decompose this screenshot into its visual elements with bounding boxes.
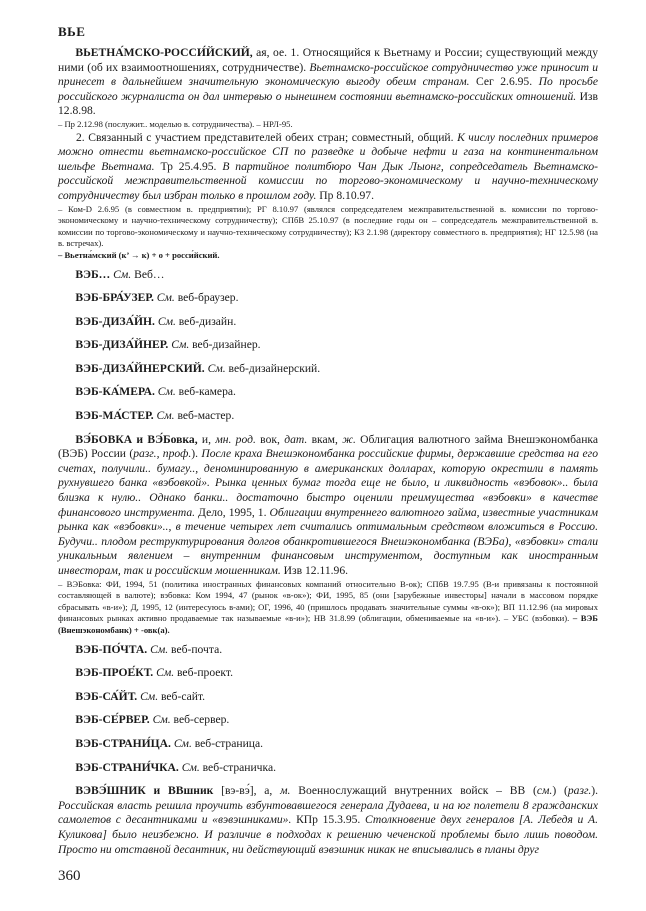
example: К числу последних примеров можно отнести вьетнамско-российское СП по разведке и добыче нефти и газа на континентальном шельфе Вьетнама.	[58, 130, 598, 173]
page-number: 360	[58, 868, 81, 884]
entry-sense-2: 2. Связанный с участием представителей обеих стран; совместный, общий. К числу последних примеров можно отнести вьетнамско-российское СП по разведке и добыче нефти и газа на континентальном шельфе Вьетнама. Тр 25.4.95. В партийное политбюро Чан Дык Лыонг, сопредседатель Вьетнамско-российской межправительственной комиссии по торгово-экономическому и научно-техническому сотрудничеству был избран только в прошлом году. Пр 8.10.97.	[58, 130, 598, 202]
running-head: ВЬЕ	[58, 24, 86, 39]
cross-reference: ВЭБ-ДИЗА́ЙН. См. веб-дизайн.	[75, 314, 237, 328]
source: Изв 12.8.98.	[58, 89, 598, 118]
headword: ВЭ́БОВКА и ВЭ́Бовка,	[75, 432, 198, 446]
entry-body: ВЭ́БОВКА и ВЭ́Бовка, и, мн. род. вок, дат. вкам, ж. Облигация валютного займа Внешэкономбанка (ВЭБ) России (разг., проф.). После краха Внешэкономбанка российские фирмы, державшие средства на его счетах, получили.. бумагу.., деноминированную в американских долларах, которую окрестили в память рухнувшего банка «вэбовкой». Рынка ценных бумаг тогда еще не было, и ликвидность «вэбовок».. была близка к нулю.. Однако банки.. достаточно быстро оценили преимущества «вэбовки» в качестве финансового инструмента. Дело, 1995, 1. Облигации внутреннего валютного займа, известные участникам рынка как «вэбовки».., в течение четырех лет считались оптимальным средством вложиться в Россию. Будучи.. плодом реструктурирования долгов обанкротившегося Внешэкономбанка (ВЭБа), «вэбовки» стали уникальным явлением – внутренним финансовым инструментом, доступным как иностранным инвесторам, так и российским мошенникам. Изв 12.11.96.	[58, 432, 599, 577]
example: Столкновение двух генералов [А. Лебедя и А. Куликова] было неизбежно. И различие в подходах к решению чеченской проблемы было лишь поводом. Просто ни отставной десантник, ни действующий вэвэшник никак не вписывались в планы друг	[58, 813, 598, 856]
source: Тр 25.4.95.	[154, 159, 223, 173]
headword: ВЭВЭ́ШНИК и ВВшник	[75, 784, 214, 798]
source: КПр 15.3.95.	[291, 813, 365, 827]
source: Изв 12.11.96.	[280, 564, 349, 577]
cross-reference: ВЭБ-ДИЗА́ЙНЕРСКИЙ. См. веб-дизайнерский.	[75, 361, 321, 375]
source: Дело, 1995, 1.	[195, 505, 270, 519]
entry-vietnamsko-rossiyskiy	[58, 46, 598, 262]
citation-note: – ВЭБовка: ФИ, 1994, 51 (политика иностранных финансовых компаний относительно В-ок); СПбВ 19.7.95 (В-и привязаны к постоянной составляющей в валюте); вэбовка: Ком 1994, 47 (рынок «в-ок»); ФИ, 1995, 85 (они [зарубежные инвесторы] начали в массовом порядке сбрасывать «в-и»); Д, 1995, 12 (интересуюсь в-ами); ОГ, 1996, 40 (пришлось продавать значительные суммы «в-ок»); ВП 11.12.96 (на мировых финансовых рынках активно продаваемые так называемые «в-и»); НВ 31.8.99 (облигации, обмениваемые на «в-и»). – УБС (вэбовки). – ВЭБ (Внешэкономбанк) + -овк(а).	[58, 578, 598, 635]
entry-sense-1: ВЬЕТНА́МСКО-РОССИ́ЙСКИЙ, ая, ое. 1. Относящийся к Вьетнаму и России; существующий между ними (об их взаимоотношениях, сотрудничестве). Вьетнамско-российское сотрудничество уже приносит и принесет в дальнейшем значительную экономическую выгоду обеим странам. Сег 2.6.95. По просьбе российского журналиста он дал интервью о нынешнем состоянии вьетнамско-российских отношений. Изв 12.8.98.	[58, 46, 599, 118]
entry-body: ВЭВЭ́ШНИК и ВВшник [вэ-вэ́], а, м. Военнослужащий внутренних войск – ВВ (см.) (разг.). Российская власть решила проучить взбунтовавшегося генерала Дудаева, и на юг полетели 8 гражданских самолетов с десантниками и «вэвэшниками». КПр 15.3.95. Столкновение двух генералов [А. Лебедя и А. Куликова] было неизбежно. И различие в подходах к решению чеченской проблемы было лишь поводом. Просто ни отставной десантник, ни действующий вэвэшник никак не вписывались в планы друг	[58, 784, 598, 856]
etymology: – ВЭБ (Внешэкономбанк) + -овк(а).	[58, 613, 598, 635]
cross-reference: ВЭБ-ДИЗА́ЙНЕР. См. веб-дизайнер.	[75, 338, 261, 352]
cross-reference: ВЭБ-МА́СТЕР. См. веб-мастер.	[75, 409, 235, 423]
example: Облигации внутреннего валютного займа, известные участникам рынка как «вэбовки».., в течение четырех лет считались оптимальным средством вложиться в Россию. Будучи.. плодом реструктурирования долгов обанкротившегося Внешэкономбанка (ВЭБа), «вэбовки» стали уникальным явлением – внутренним финансовым инструментом, доступным как иностранным инвесторам, так и российским мошенникам.	[58, 505, 598, 577]
cross-reference-list	[58, 268, 598, 424]
example: В партийное политбюро Чан Дык Лыонг, сопредседатель Вьетнамско-российской межправительственной комиссии по торгово-экономическому и научно-техническому сотрудничеству был избран только в прошлом году.	[58, 159, 598, 202]
etymology: – Вьетна́мский (к’ → к) + о + росси́йский.	[58, 249, 220, 260]
cross-reference: ВЭБ-КА́МЕРА. См. веб-камера.	[75, 385, 236, 399]
cross-reference: ВЭБ… См. Веб…	[75, 267, 165, 281]
source: Сег 2.6.95.	[469, 75, 539, 89]
cross-reference: ВЭБ-СЕ́РВЕР. См. веб-сервер.	[75, 713, 230, 727]
example: После краха Внешэкономбанка российские фирмы, державшие средства на его счетах, получили.. бумагу.., деноминированную в американских долларах, которую окрестили в память рухнувшего банка «вэбовкой». Рынка ценных бумаг тогда еще не было, и ликвидность «вэбовок».. была близка к нулю.. Однако банки.. достаточно быстро оценили преимущества «вэбовки» в качестве финансового инструмента.	[58, 447, 599, 519]
page-content	[58, 46, 598, 857]
cross-reference: ВЭБ-ПО́ЧТА. См. веб-почта.	[75, 642, 223, 656]
entry-vebovka	[58, 433, 598, 637]
citation-note: – Пр 2.12.98 (послужит.. моделью в. сотрудничества). – НРЛ-95.	[58, 118, 293, 129]
cross-reference: ВЭБ-СТРАНИ́ЦА. См. веб-страница.	[75, 736, 264, 750]
entry-vevehshnik	[58, 784, 598, 857]
cross-reference-list	[58, 643, 598, 776]
cross-reference: ВЭБ-БРА́УЗЕР. См. веб-браузер.	[75, 291, 239, 305]
cross-reference: ВЭБ-СТРАНИ́ЧКА. См. веб-страничка.	[75, 760, 276, 774]
example: Вьетнамско-российское сотрудничество уже приносит и принесет в дальнейшем значительную экономическую выгоду обеим странам.	[58, 60, 598, 89]
source: Пр 8.10.97.	[316, 188, 375, 202]
cross-reference: ВЭБ-СА́ЙТ. См. веб-сайт.	[75, 689, 206, 703]
cross-reference: ВЭБ-ПРОЕ́КТ. См. веб-проект.	[75, 666, 233, 680]
citation-note: – Ком-D 2.6.95 (в совместном в. предприятии); РГ 8.10.97 (являлся сопредседателем межправительственной в. комиссии по торгово-экономическому и научно-техническому сотрудничеству); СПбВ 25.10.97 (в последние годы он – сопредседатель межправительственной в. комиссии по торгово-экономическому и научно-техническому сотрудничеству); КЗ 2.1.98 (директору совместного в. предприятия); НГ 12.5.98 (на в. встречах).	[58, 203, 598, 249]
example: По просьбе российского журналиста он дал интервью о нынешнем состоянии вьетнамско-российских отношений.	[58, 75, 599, 103]
headword: ВЬЕТНА́МСКО-РОССИ́ЙСКИЙ,	[75, 46, 253, 59]
example: Российская власть решила проучить взбунтовавшегося генерала Дудаева, и на юг полетели 8 гражданских самолетов с десантниками и «вэвэшниками».	[58, 798, 598, 827]
